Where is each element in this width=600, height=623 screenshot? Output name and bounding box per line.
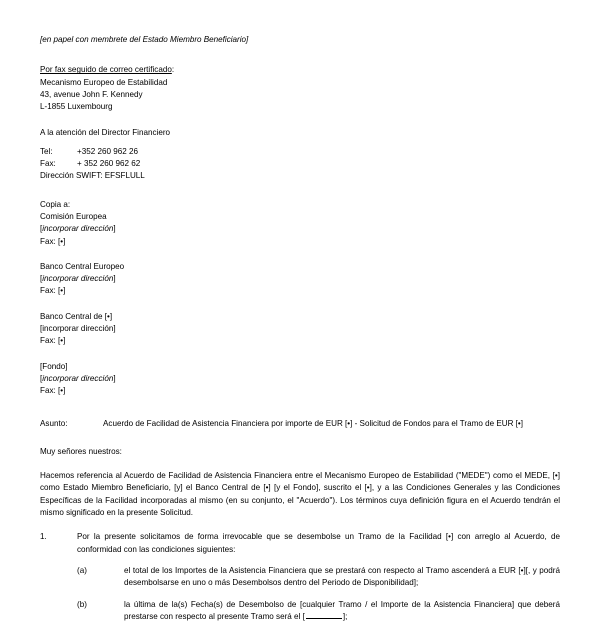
sub-item-marker-b: (b)	[77, 599, 124, 611]
spacer	[40, 298, 560, 311]
spacer	[40, 556, 560, 565]
spacer	[77, 590, 560, 599]
copy-recipient-address-1	[40, 273, 560, 285]
copy-recipient-address-0	[40, 223, 560, 235]
recipient-fax-row	[40, 158, 560, 170]
subject-text: Acuerdo de Facilidad de Asistencia Financiera por importe de EUR [•] - Solicitud de Fondos para el Tramo de EUR [•]	[103, 418, 560, 430]
sub-item-text-a: el total de los Importes de la Asistencia Financiera que se prestará con respecto al Tramo ascenderá a EUR [•][, y podrá desembolsarse en uno o más Desembolsos dentro del Periodo de Disponibilidad];	[124, 565, 560, 590]
delivery-method-heading-text: Por fax seguido de correo certificado	[40, 65, 172, 74]
spacer	[40, 398, 560, 418]
numbered-item-1	[40, 531, 560, 556]
copy-recipient-name-2: Banco Central de [•]	[40, 311, 560, 323]
bracket-open: [	[40, 274, 42, 283]
bracket-open: [	[40, 224, 42, 233]
spacer	[40, 458, 560, 470]
recipient-swift: Dirección SWIFT: EFSFLULL	[40, 170, 560, 182]
copy-recipient-name-3: [Fondo]	[40, 361, 560, 373]
copy-recipient-address-text-0: incorporar dirección	[42, 224, 113, 233]
spacer	[40, 113, 560, 127]
recipient-tel-label: Tel:	[40, 146, 77, 158]
salutation: Muy señores nuestros:	[40, 446, 560, 458]
recipient-street: 43, avenue John F. Kennedy	[40, 89, 560, 101]
bracket-open: [	[40, 324, 42, 333]
copy-recipient-address-text-2: incorporar dirección	[42, 324, 113, 333]
copy-heading: Copia a:	[40, 199, 560, 211]
recipient-tel-value: +352 260 962 26	[77, 146, 560, 158]
copy-recipient-address-3	[40, 373, 560, 385]
copy-recipient-name-1: Banco Central Europeo	[40, 261, 560, 273]
letterhead-note: [en papel con membrete del Estado Miembro Beneficiario]	[40, 34, 560, 46]
bracket-close: ]	[113, 274, 115, 283]
sub-item-text-b	[124, 599, 560, 623]
copy-recipient-name-0: Comisión Europea	[40, 211, 560, 223]
delivery-method-heading	[40, 64, 560, 76]
spacer	[40, 348, 560, 361]
copy-recipient-address-text-1: incorporar dirección	[42, 274, 113, 283]
bracket-close: ]	[113, 224, 115, 233]
copy-recipient-address-text-3: incorporar dirección	[42, 374, 113, 383]
copy-recipient-fax-3: Fax: [•]	[40, 385, 560, 397]
copy-recipient-fax-2: Fax: [•]	[40, 335, 560, 347]
sub-item-marker-a: (a)	[77, 565, 124, 577]
sub-item-a	[77, 565, 560, 590]
numbered-item-marker: 1.	[40, 531, 77, 543]
delivery-method-heading-colon: :	[172, 65, 174, 74]
sub-item-list	[77, 565, 560, 623]
sub-item-b	[77, 599, 560, 623]
spacer	[40, 183, 560, 199]
sub-item-text-b-before: la última de la(s) Fecha(s) de Desembolso de [cualquier Tramo / el Importe de la Asistencia Financiera] que deberá prestarse con respecto al presente Tramo será el [	[124, 600, 560, 621]
subject-row	[40, 418, 560, 430]
copy-recipient-fax-0: Fax: [•]	[40, 236, 560, 248]
document-body	[40, 34, 560, 623]
numbered-item-text: Por la presente solicitamos de forma irrevocable que se desembolse un Tramo de la Facilidad [•] con arreglo al Acuerdo, de conformidad con las condiciones siguientes:	[77, 531, 560, 556]
recipient-city: L-1855 Luxembourg	[40, 101, 560, 113]
fill-in-blank[interactable]	[306, 612, 342, 619]
recipient-name: Mecanismo Europeo de Estabilidad	[40, 77, 560, 89]
recipient-tel-row	[40, 146, 560, 158]
subject-label: Asunto:	[40, 418, 103, 430]
spacer	[40, 519, 560, 531]
copy-recipient-fax-1: Fax: [•]	[40, 285, 560, 297]
bracket-close: ]	[113, 374, 115, 383]
bracket-close: ]	[113, 324, 115, 333]
spacer	[40, 430, 560, 446]
recipient-fax-value: + 352 260 962 62	[77, 158, 560, 170]
recipient-fax-label: Fax:	[40, 158, 77, 170]
sub-item-text-b-after: ];	[343, 612, 348, 621]
recipient-attention: A la atención del Director Financiero	[40, 127, 560, 139]
spacer	[40, 248, 560, 261]
spacer	[40, 46, 560, 64]
copy-recipient-address-2	[40, 323, 560, 335]
bracket-open: [	[40, 374, 42, 383]
intro-paragraph: Hacemos referencia al Acuerdo de Facilidad de Asistencia Financiera entre el Mecanismo Europeo de Estabilidad ("MEDE") como el MEDE, [•] como Estado Miembro Beneficiario, [y] el Banco Central de [•] [y el Fondo], suscrito el [•], y a las Condiciones Generales y las Condiciones Específicas de la Facilidad incorporadas al mismo (en su conjunto, el "Acuerdo"). Los términos cuya definición figura en el Acuerdo tendrán el mismo significado en la presente Solicitud.	[40, 470, 560, 519]
